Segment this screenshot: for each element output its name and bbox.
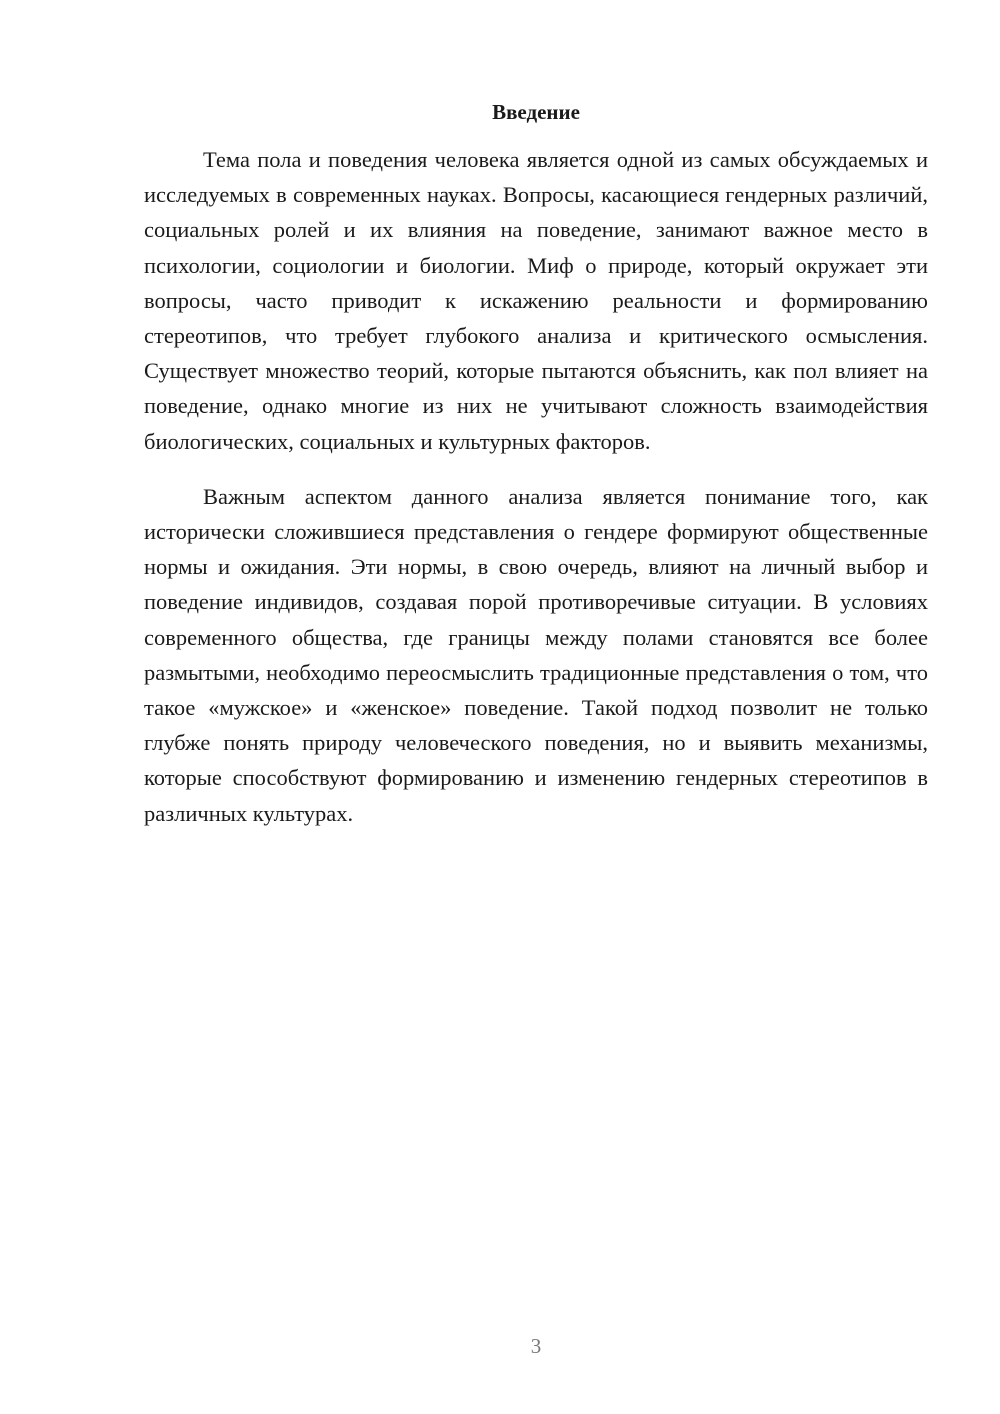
paragraph-2: Важным аспектом данного анализа является понимание того, как исторически сложившиеся представления о гендере формируют общественные нормы и ожидания. Эти нормы, в свою очередь, влияют на личный выбор и поведение индивидов, создавая порой противоречивые ситуации. В условиях современного общества, где границы между полами становятся все более размытыми, необходимо переосмыслить традиционные представления о том, что такое «мужское» и «женское» поведение. Такой подход позволит не только глубже понять природу человеческого поведения, но и выявить механизмы, которые способствуют формированию и изменению гендерных стереотипов в различных культурах. [144, 483, 928, 826]
body-text [144, 142, 928, 831]
paragraph-1: Тема пола и поведения человека является одной из самых обсуждаемых и исследуемых в современных науках. Вопросы, касающиеся гендерных различий, социальных ролей и их влияния на поведение, занимают важное место в психологии, социологии и биологии. Миф о природе, который окружает эти вопросы, часто приводит к искажению реальности и формированию стереотипов, что требует глубокого анализа и критического осмысления. Существует множество теорий, которые пытаются объяснить, как пол влияет на поведение, однако многие из них не учитывают сложность взаимодействия биологических, социальных и культурных факторов. [144, 147, 928, 454]
section-heading: Введение [492, 100, 580, 124]
page-number: 3 [530, 1334, 542, 1358]
